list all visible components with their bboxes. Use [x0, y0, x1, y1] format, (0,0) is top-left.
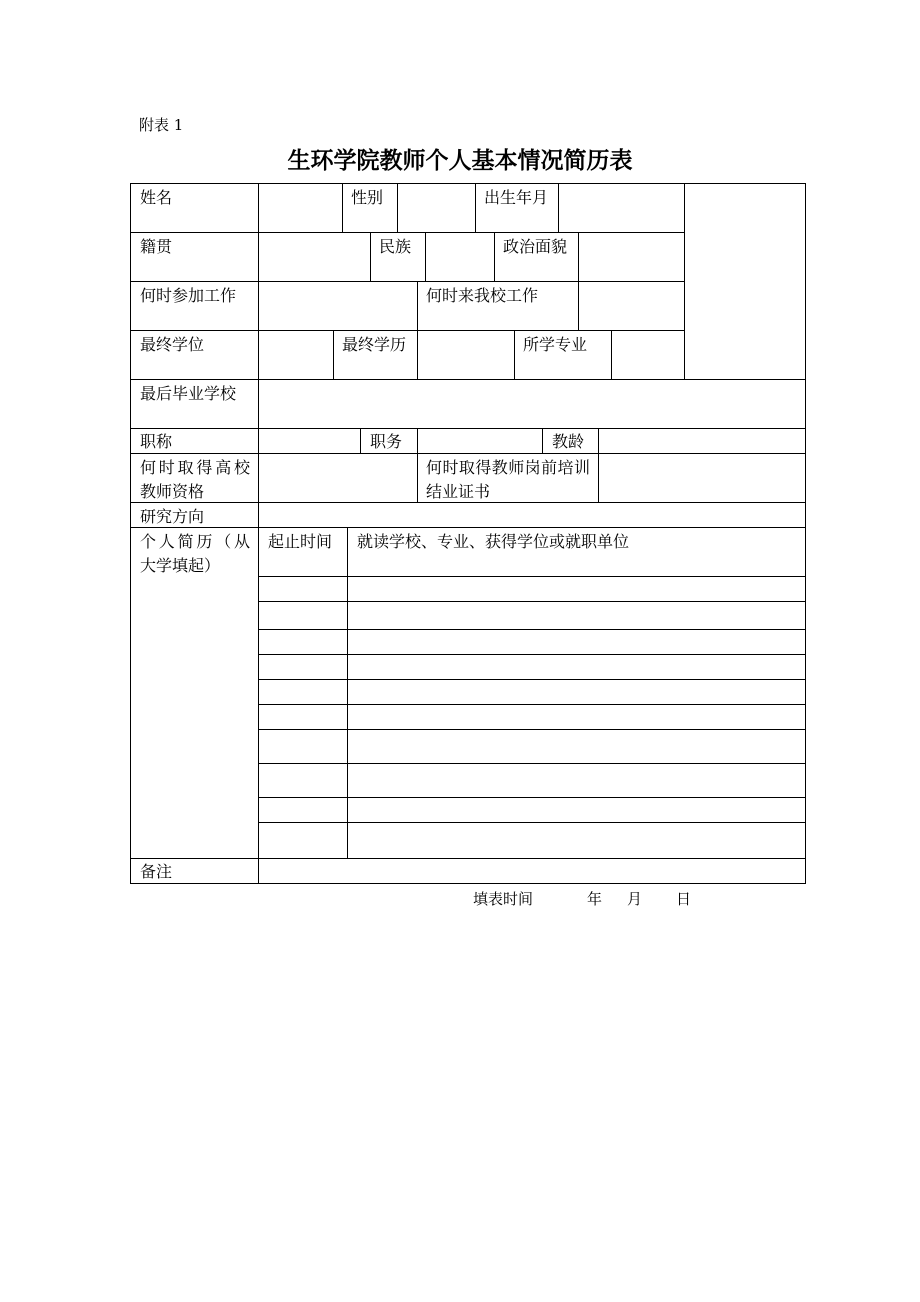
research-direction-label: 研究方向: [140, 507, 205, 526]
resume-row-rule: [258, 601, 806, 602]
resume-row-rule: [258, 822, 806, 823]
table-border-right: [805, 183, 806, 884]
day-label: 日: [676, 890, 692, 908]
resume-row-rule: [258, 629, 806, 630]
table-border-left: [130, 183, 131, 884]
resume-row-rule: [258, 576, 806, 577]
page-title: 生环学院教师个人基本情况简历表: [287, 148, 633, 174]
col-rule: [542, 428, 543, 454]
row-rule: [130, 527, 806, 528]
table-border-bottom: [130, 883, 806, 884]
col-rule: [598, 453, 599, 503]
major-label: 所学专业: [523, 335, 588, 354]
col-rule: [475, 183, 476, 233]
resume-row-rule: [258, 763, 806, 764]
final-education-label: 最终学历: [342, 335, 407, 354]
year-label: 年: [587, 890, 603, 908]
col-rule: [578, 232, 579, 282]
gender-label: 性别: [351, 188, 384, 207]
fill-date-label: 填表时间: [473, 890, 534, 908]
position-label: 职务: [370, 432, 403, 451]
appendix-label: 附表 1: [139, 116, 184, 134]
col-rule: [347, 527, 348, 859]
col-rule: [370, 232, 371, 282]
col-rule: [514, 330, 515, 380]
col-rule: [417, 281, 418, 331]
col-rule: [578, 281, 579, 331]
resume-row-rule: [258, 704, 806, 705]
political-status-label: 政治面貌: [503, 237, 568, 256]
col-rule: [258, 183, 259, 884]
col-rule: [611, 330, 612, 380]
month-label: 月: [627, 890, 643, 908]
join-school-label: 何时来我校工作: [426, 286, 539, 305]
col-rule: [417, 428, 418, 454]
resume-row-rule: [258, 654, 806, 655]
resume-row-rule: [258, 797, 806, 798]
final-degree-label: 最终学位: [140, 335, 205, 354]
resume-label: 个人简历（从大学填起）: [140, 532, 250, 575]
col-rule: [494, 232, 495, 282]
col-rule: [558, 183, 559, 233]
resume-row-rule: [258, 679, 806, 680]
col-rule: [397, 183, 398, 233]
row-rule: [130, 232, 685, 233]
col-rule: [425, 232, 426, 282]
col-rule: [417, 453, 418, 503]
col-rule: [360, 428, 361, 454]
row-rule: [130, 379, 806, 380]
col-rule: [684, 183, 685, 380]
row-rule: [130, 453, 806, 454]
resume-period-header: 起止时间: [268, 532, 333, 551]
row-rule: [130, 281, 685, 282]
training-certificate-label: 何时取得教师岗前培训结业证书: [426, 458, 590, 501]
remarks-label: 备注: [140, 862, 173, 881]
birth-label: 出生年月: [484, 188, 549, 207]
ethnicity-label: 民族: [379, 237, 412, 256]
name-label: 姓名: [140, 188, 173, 207]
col-rule: [342, 183, 343, 233]
row-rule: [130, 858, 806, 859]
col-rule: [333, 330, 334, 380]
table-border-top: [130, 183, 806, 184]
col-rule: [598, 428, 599, 454]
resume-row-rule: [258, 729, 806, 730]
work-start-label: 何时参加工作: [140, 286, 237, 305]
row-rule: [130, 428, 806, 429]
native-place-label: 籍贯: [140, 237, 173, 256]
graduate-school-label: 最后毕业学校: [140, 384, 237, 403]
col-rule: [417, 330, 418, 380]
job-title-label: 职称: [140, 432, 173, 451]
teaching-years-label: 教龄: [552, 432, 585, 451]
resume-detail-header: 就读学校、专业、获得学位或就职单位: [357, 532, 630, 551]
row-rule: [130, 330, 685, 331]
teacher-qualification-label: 何时取得高校教师资格: [140, 458, 250, 501]
